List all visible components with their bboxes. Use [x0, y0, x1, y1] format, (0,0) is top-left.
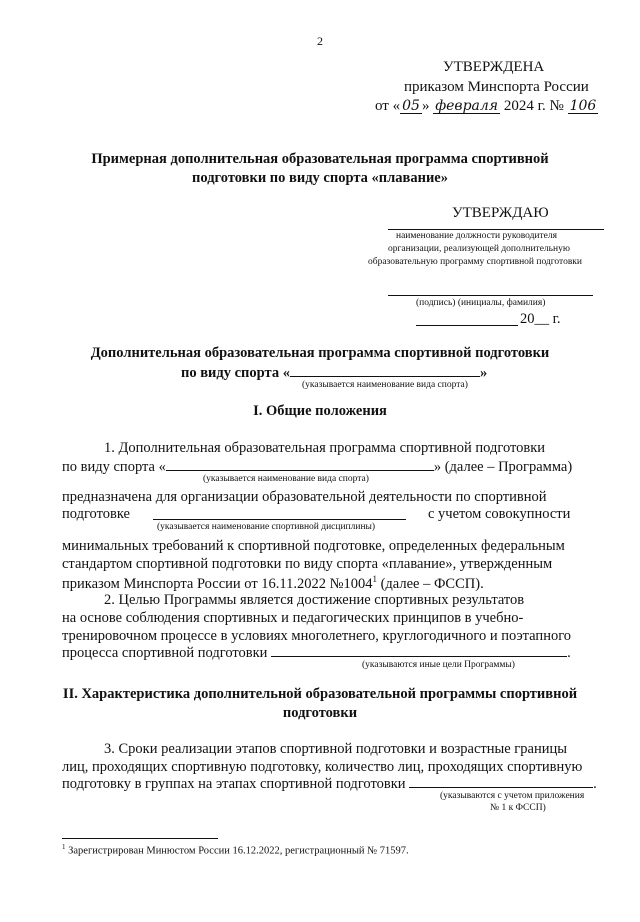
p2-line4-prefix: процесса спортивной подготовки [62, 645, 268, 661]
p1-line6: стандартом спортивной подготовки по виду спорта «плавание», утвержденным [62, 556, 553, 572]
position-caption1: наименование должности руководителя [396, 231, 557, 241]
footnote-mark: 1 [62, 843, 66, 851]
p1-sport-blank [166, 458, 434, 471]
footnote-separator [62, 838, 218, 839]
position-caption3: образовательную программу спортивной подготовки [368, 257, 583, 267]
footnote-ref: 1 [372, 574, 377, 584]
p1-line1: 1. Дополнительная образовательная программа спортивной подготовки [104, 440, 546, 456]
program-title-prefix: по виду спорта « [181, 365, 290, 381]
signature-caption: (подпись) (инициалы, фамилия) [416, 298, 546, 308]
p2-line3: тренировочном процессе в условиях многолетнего, круглогодичного и поэтапного [62, 628, 572, 644]
p1-line5: минимальных требований к спортивной подготовке, определенных федеральным [62, 538, 565, 554]
p1-line4-prefix: подготовке [62, 506, 130, 522]
approval-date-line [375, 98, 598, 115]
p1-line7 [62, 574, 484, 593]
p3-caption1: (указываются с учетом приложения [440, 791, 585, 801]
signature-line [388, 295, 593, 296]
p2-line1: 2. Целью Программы является достижение спортивных результатов [104, 592, 525, 608]
p3-line1: 3. Сроки реализации этапов спортивной подготовки и возрастные границы [104, 741, 567, 757]
date-year: 2024 г. № [503, 98, 564, 114]
p3-line2: лиц, проходящих спортивную подготовку, количество лиц, проходящих спортивную [62, 759, 583, 775]
date-day-handwritten: 05 [402, 98, 420, 114]
p1-line3: предназначена для организации образовательной деятельности по спортивной [62, 489, 547, 505]
groups-blank [409, 775, 593, 788]
section2-heading-line2: подготовки [282, 705, 358, 721]
sport-blank [290, 364, 480, 377]
section2-heading-line1: II. Характеристика дополнительной образовательной программы спортивной [62, 686, 578, 702]
doc-title-line1: Примерная дополнительная образовательная программа спортивной [91, 151, 549, 167]
doc-title-line2: подготовки по виду спорта «плавание» [192, 170, 448, 186]
program-title-caption: (указывается наименование вида спорта) [302, 380, 468, 390]
p1-line7-suffix: (далее – ФССП). [376, 575, 484, 592]
p3-caption2: № 1 к ФССП) [490, 803, 546, 813]
p1-caption2: (указывается наименование спортивной дисциплины) [157, 522, 376, 532]
footnote [62, 843, 409, 857]
page-number: 2 [317, 34, 323, 48]
p1-line2-prefix: по виду спорта « [62, 459, 166, 475]
approval-heading: УТВЕРЖДЕНА [443, 59, 545, 75]
date-month-handwritten: февраля [435, 98, 499, 114]
date-blank-line [416, 325, 518, 326]
discipline-blank [153, 519, 406, 520]
position-caption2: организации, реализующей дополнительную [388, 244, 570, 254]
p1-line4-suffix: с учетом совокупности [428, 506, 571, 522]
p2-line4-suffix: . [567, 645, 571, 661]
order-number-handwritten: 106 [569, 98, 597, 114]
position-line [388, 229, 604, 230]
p2-caption: (указываются иные цели Программы) [362, 660, 515, 670]
date-mid: » [421, 98, 430, 114]
approval-order-line: приказом Минспорта России [404, 79, 589, 95]
p2-line2: на основе соблюдения спортивных и педагогических принципов в учебно- [62, 610, 524, 626]
footnote-text: Зарегистрирован Минюстом России 16.12.2022, регистрационный № 71597. [65, 845, 409, 857]
utverzhdayu-label: УТВЕРЖДАЮ [452, 205, 549, 221]
goals-blank [271, 644, 567, 657]
p3-line3-suffix: . [593, 776, 597, 792]
date-prefix: от « [375, 98, 401, 114]
p3-line3-prefix: подготовку в группах на этапах спортивной подготовки [62, 776, 406, 792]
section1-heading: I. Общие положения [253, 403, 387, 419]
p1-caption1: (указывается наименование вида спорта) [203, 474, 369, 484]
date-suffix: 20__ г. [520, 311, 561, 327]
program-title-suffix: » [479, 365, 488, 381]
p1-line7-prefix: приказом Минспорта России от 16.11.2022 №1004 [62, 575, 373, 592]
program-title-line1: Дополнительная образовательная программа спортивной подготовки [90, 345, 550, 361]
p1-line2-suffix: » (далее – Программа) [433, 459, 573, 475]
